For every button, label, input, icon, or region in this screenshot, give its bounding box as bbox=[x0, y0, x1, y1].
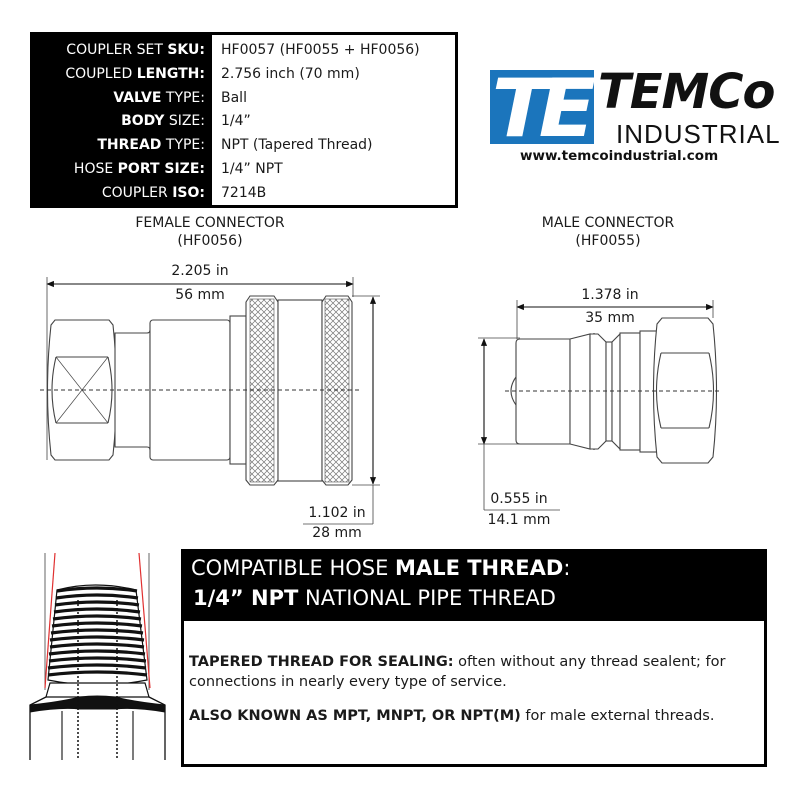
logo-website-url: www.temcoindustrial.com bbox=[520, 148, 719, 164]
male-diameter-mm: 14.1 mm bbox=[487, 512, 551, 528]
label-text: COUPLER bbox=[101, 184, 173, 201]
label-bold: SKU: bbox=[167, 42, 205, 58]
label-suffix: SIZE: bbox=[164, 113, 205, 130]
logo-brand-name: TEMCo bbox=[598, 64, 775, 120]
label-text: COUPLED bbox=[65, 65, 137, 82]
female-connector-part: (HF0056) bbox=[177, 233, 243, 249]
female-diameter-mm: 28 mm bbox=[312, 525, 362, 541]
para-text: often without any thread sealent; for connections in nearly every type of service. bbox=[189, 654, 726, 690]
label-bold: ISO: bbox=[172, 184, 205, 201]
label-text: HOSE bbox=[73, 160, 118, 177]
male-connector-drawing bbox=[478, 300, 720, 510]
female-length-mm: 56 mm bbox=[175, 287, 225, 303]
logo-subtitle: INDUSTRIAL bbox=[616, 119, 781, 149]
spec-value-iso: 7214B bbox=[221, 184, 267, 201]
para-bold: ALSO KNOWN AS MPT, MNPT, OR NPT(M) bbox=[189, 708, 521, 724]
para-bold: TAPERED THREAD FOR SEALING: bbox=[189, 654, 454, 670]
header-bold: MALE THREAD bbox=[395, 556, 564, 580]
label-suffix: TYPE: bbox=[161, 137, 205, 154]
spec-value-body-size: 1/4” bbox=[221, 113, 251, 130]
label-bold: VALVE bbox=[113, 89, 162, 106]
label-bold: THREAD bbox=[97, 137, 162, 154]
spec-value-valve-type: Ball bbox=[221, 89, 247, 106]
male-length-in: 1.378 in bbox=[581, 287, 639, 303]
spec-value-thread-type: NPT (Tapered Thread) bbox=[221, 137, 373, 154]
thread-header-line1 bbox=[191, 553, 767, 583]
male-connector-title: MALE CONNECTOR bbox=[541, 215, 675, 231]
logo-mark-text: TE bbox=[491, 62, 586, 155]
label-bold: PORT SIZE: bbox=[117, 160, 205, 177]
label-text: COUPLER SET bbox=[66, 42, 168, 58]
male-diameter-in: 0.555 in bbox=[490, 491, 548, 507]
spec-value-length: 2.756 inch (70 mm) bbox=[221, 65, 360, 82]
thread-info-body bbox=[181, 621, 767, 767]
thread-header-line2 bbox=[191, 583, 767, 613]
female-diameter-in: 1.102 in bbox=[308, 505, 366, 521]
header-bold: 1/4” NPT bbox=[193, 586, 299, 610]
label-bold: LENGTH: bbox=[136, 65, 205, 82]
female-connector-title: FEMALE CONNECTOR bbox=[135, 215, 285, 231]
female-length-in: 2.205 in bbox=[171, 263, 229, 279]
header-text: COMPATIBLE HOSE bbox=[191, 556, 396, 580]
header-text: NATIONAL PIPE THREAD bbox=[298, 586, 556, 610]
label-suffix: TYPE: bbox=[161, 89, 205, 106]
female-connector-drawing bbox=[40, 277, 380, 524]
aka-paragraph bbox=[189, 706, 764, 726]
male-length-mm: 35 mm bbox=[585, 310, 635, 326]
tapered-thread-paragraph bbox=[189, 652, 764, 692]
thread-info-header bbox=[181, 549, 767, 622]
spec-value-sku: HF0057 (HF0055 + HF0056) bbox=[221, 42, 420, 58]
header-suffix: : bbox=[563, 556, 571, 580]
spec-value-port-size: 1/4” NPT bbox=[221, 160, 283, 177]
male-connector-part: (HF0055) bbox=[575, 233, 641, 249]
label-bold: BODY bbox=[121, 113, 165, 130]
npt-thread-illustration bbox=[30, 553, 165, 760]
para-text: for male external threads. bbox=[520, 708, 715, 724]
